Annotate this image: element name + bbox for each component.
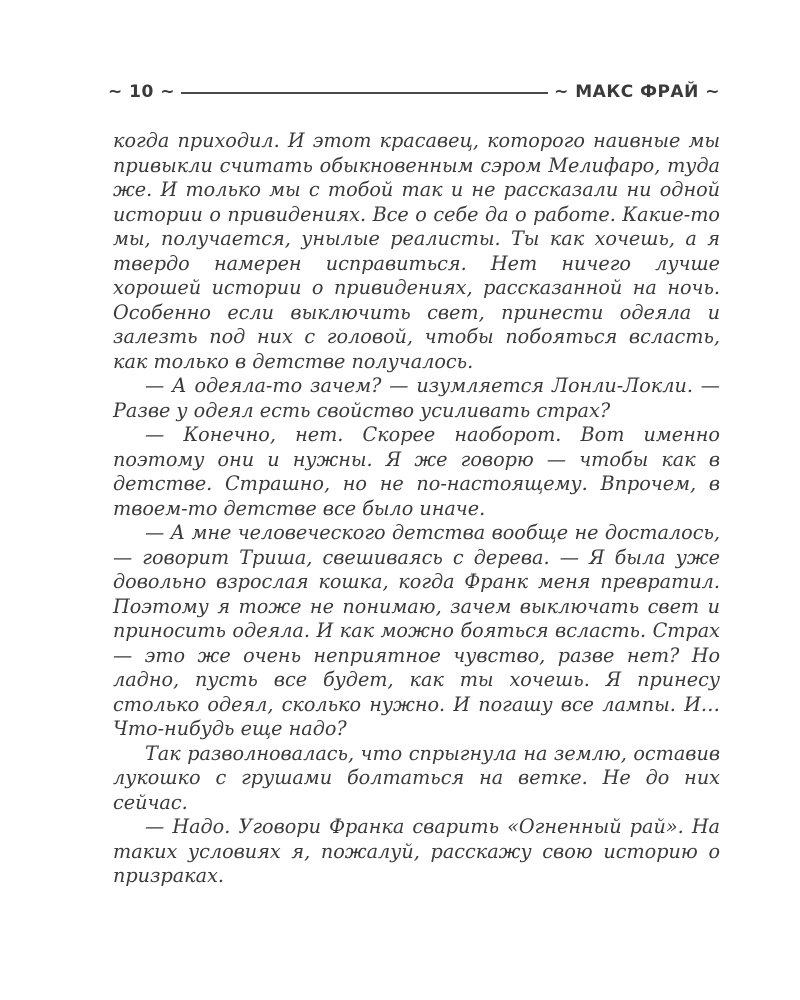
paragraph: — Конечно, нет. Скорее наоборот. Вот именно поэтому они и нужны. Я же говорю — чтобы как в детстве. Страшно, но не по-настоящему. Впрочем, в твоем-то детстве все было иначе. (113, 423, 720, 520)
body-text (113, 129, 720, 889)
paragraph: — А одеяла-то зачем? — изумляется Лонли-Локли. — Разве у одеял есть свойство усиливать страх? (113, 374, 720, 422)
paragraph: — Надо. Уговори Франка сварить «Огненный рай». На таких условиях я, пожалуй, расскажу свою историю о призраках. (113, 815, 720, 887)
ornament-left: ~ (108, 82, 123, 102)
page-header (108, 80, 720, 104)
running-head (548, 80, 720, 104)
paragraph: Так разволновалась, что спрыгнула на землю, оставив лукошко с грушами болтаться на ветке. Не до них сейчас. (113, 741, 720, 814)
paragraph: — А мне человеческого детства вообще не досталось, — говорит Триша, свешиваясь с дерева. — Я была уже довольно взрослая кошка, когда Франк меня превратил. Поэтому я тоже не понимаю, зачем выключать свет и приносить одеяла. И как можно бояться всласть. Страх — это же очень неприятное чувство, разве нет? Но ладно, пусть все будет, как ты хочешь. Я принесу столько одеял, сколько нужно. И погашу все лампы. И… Что-нибудь еще надо? (113, 521, 720, 740)
paragraph-continuation: когда приходил. И этот красавец, которого наивные мы привыкли считать обыкновенным сэром Мелифаро, туда же. И только мы с тобой так и не рассказали ни одной истории о привидениях. Все о себе да о работе. Какие-то мы, получается, унылые реалисты. Ты как хочешь, а я твердо намерен исправиться. Нет ничего лучше хорошей истории о привидениях, рассказанной на ночь. Особенно если выключить свет, принести одеяла и залезть под них с головой, чтобы побояться всласть, как только в детстве получалось. (113, 129, 720, 373)
ornament-left: ~ (554, 82, 569, 102)
page-number-value: 10 (129, 82, 154, 102)
author-name: МАКС ФРАЙ (575, 82, 699, 102)
page-number (108, 80, 181, 104)
ornament-right: ~ (705, 82, 720, 102)
ornament-right: ~ (160, 82, 176, 102)
